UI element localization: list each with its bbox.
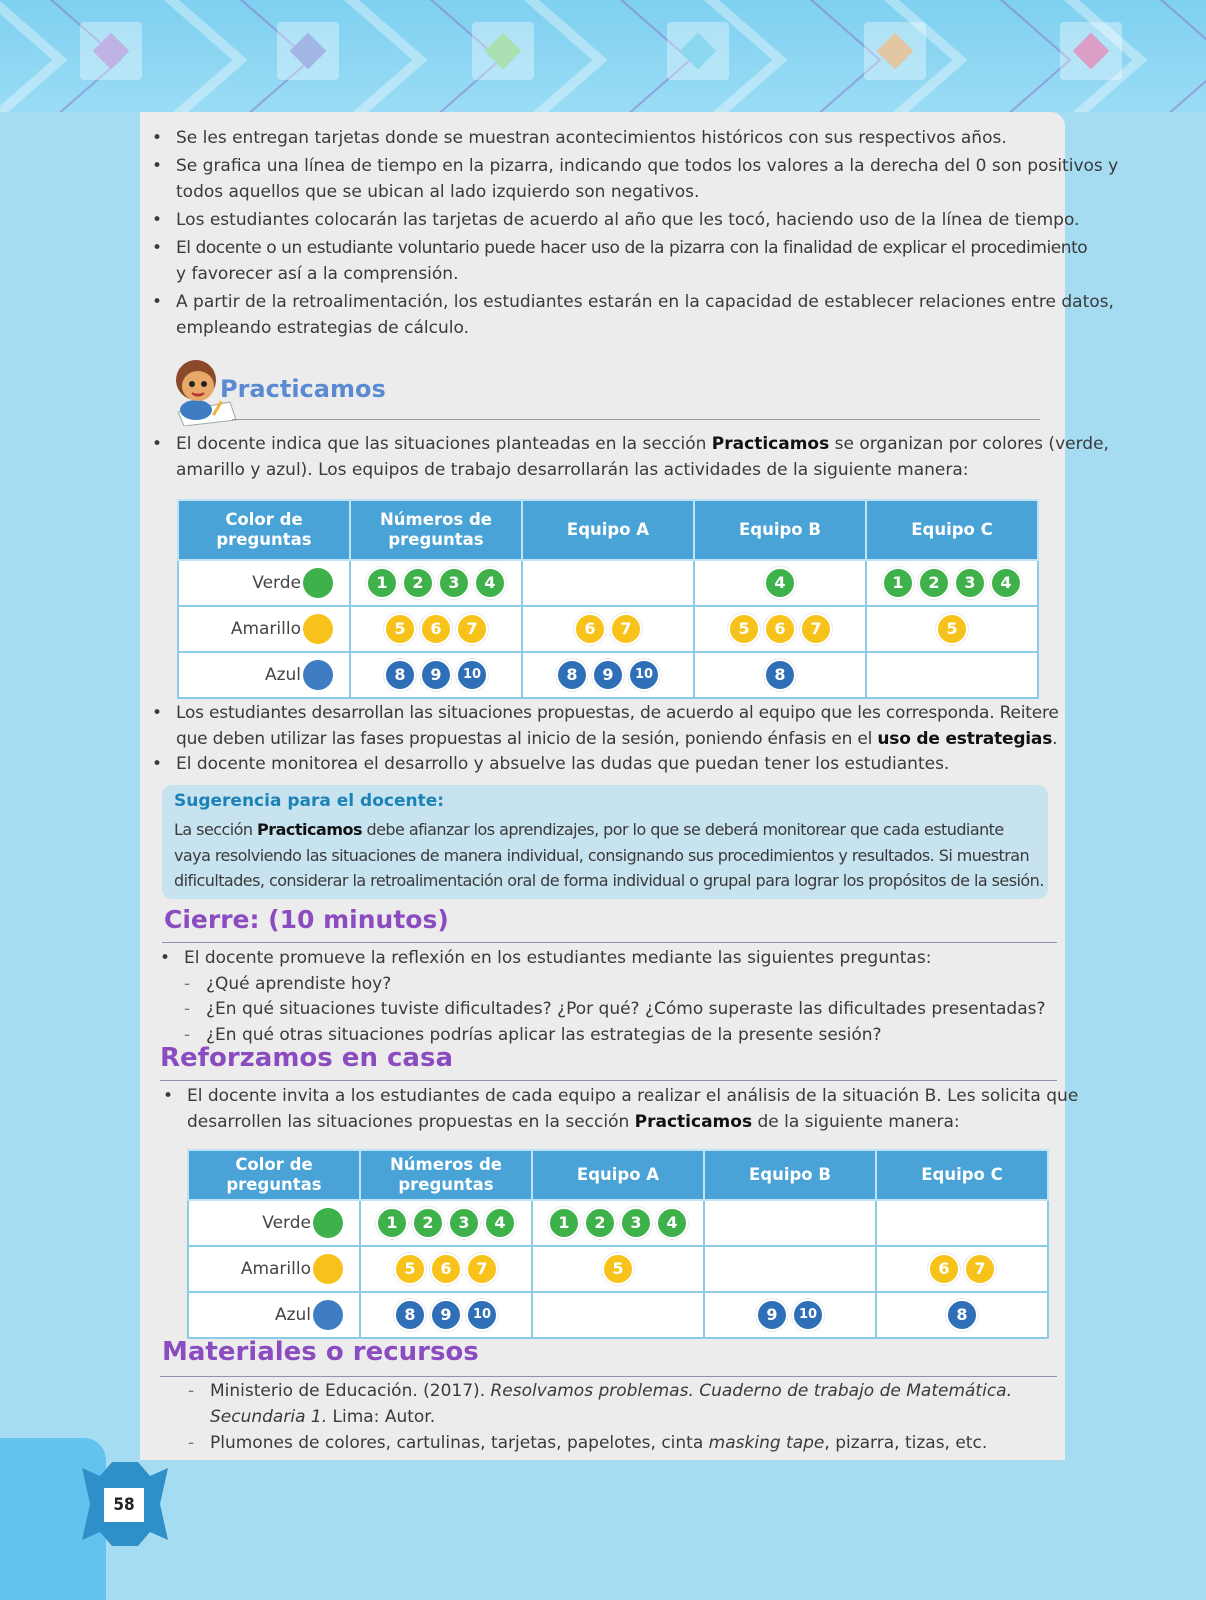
question-badge: 1 [882,567,914,599]
question-badge: 1 [548,1207,580,1239]
cell-team-c [876,1246,1048,1292]
question-badge: 6 [928,1253,960,1285]
cell-team-a [522,560,694,606]
cell-team-a [522,606,694,652]
suggestion-body: La sección Practicamos debe afianzar los aprendizajes, por lo que se deberá monitorear que cada estudiante vaya resolviendo las situaciones de manera individual, consignando sus procedimientos y resultados. Si muestran dificultades, considerar la retroalimentación oral de forma individual o grupal para lograr los propósitos de la sesión. [174,820,1044,890]
question-badge: 3 [438,567,470,599]
blue-dot [313,1300,343,1330]
header-decoration [0,0,1206,112]
row-label: Azul [274,1305,311,1325]
question-badge: 2 [918,567,950,599]
intro-bullet-1: • Se les entregan tarjetas donde se muestran acontecimientos históricos con sus respectivos años. [152,128,1007,148]
header-numbers: Números de preguntas [360,1150,532,1200]
yellow-dot [303,614,333,644]
question-badge: 6 [420,613,452,645]
reflection-question: - ¿Qué aprendiste hoy? [184,974,392,994]
material-item-1: - Ministerio de Educación. (2017). Resolvamos problemas. Cuaderno de trabajo de Matemática. Secundaria 1. Lima: Autor. [188,1381,1012,1427]
suggestion-title: Sugerencia para el docente: [174,791,445,811]
cell-all [360,1200,532,1246]
practicamos-rule [232,419,1040,420]
row-label: Verde [262,1213,311,1233]
question-badge: 10 [628,659,660,691]
materiales-rule [160,1376,1057,1377]
cell-all [360,1292,532,1338]
green-dot [313,1208,343,1238]
row-label: Amarillo [240,1259,311,1279]
cell-team-c [866,560,1038,606]
row-label: Azul [264,665,301,685]
question-badge: 6 [764,613,796,645]
teams-table-reforzamos [187,1149,1049,1339]
question-badge: 8 [384,659,416,691]
blue-dot [303,660,333,690]
question-badge: 3 [448,1207,480,1239]
reforzamos-rule [160,1080,1057,1081]
diamond-pattern [0,0,1206,112]
cierre-rule [162,942,1057,943]
question-badge: 9 [420,659,452,691]
header-team-c: Equipo C [876,1150,1048,1200]
question-badge: 5 [384,613,416,645]
reforzamos-title: Reforzamos en casa [160,1043,453,1073]
question-badge: 7 [456,613,488,645]
question-badge: 5 [936,613,968,645]
cell-team-b [704,1246,876,1292]
question-badge: 3 [620,1207,652,1239]
question-badge: 4 [484,1207,516,1239]
question-badge: 2 [402,567,434,599]
question-badge: 7 [964,1253,996,1285]
question-badge: 7 [800,613,832,645]
color-cell-green [178,560,350,606]
question-badge: 3 [954,567,986,599]
question-badge: 10 [792,1299,824,1331]
intro-bullet-5: • A partir de la retroalimentación, los estudiantes estarán en la capacidad de establecer relaciones entre datos, empleando estrategias de cálculo. [152,292,1114,338]
question-badge: 2 [412,1207,444,1239]
question-badge: 5 [394,1253,426,1285]
intro-bullet-2: • Se grafica una línea de tiempo en la pizarra, indicando que todos los valores a la derecha del 0 son positivos y todos aquellos que se ubican al lado izquierdo son negativos. [152,156,1119,202]
question-badge: 10 [466,1299,498,1331]
cell-team-a [532,1200,704,1246]
cell-team-b [704,1200,876,1246]
intro-bullet-3: • Los estudiantes colocarán las tarjetas de acuerdo al año que les tocó, haciendo uso de la línea de tiempo. [152,210,1080,230]
teams-table-practicamos [177,499,1039,699]
reforzamos-bullet: • El docente invita a los estudiantes de cada equipo a realizar el análisis de la situación B. Les solicita que desarrollen las situaciones propuestas en la sección Practicamos de la siguiente manera: [163,1086,1079,1132]
question-badge: 8 [946,1299,978,1331]
question-badge: 5 [728,613,760,645]
cell-team-c [876,1292,1048,1338]
cell-team-b [704,1292,876,1338]
row-label: Amarillo [230,619,301,639]
color-cell-green [188,1200,360,1246]
question-badge: 6 [430,1253,462,1285]
header-color: Color de preguntas [188,1150,360,1200]
header-team-a: Equipo A [522,500,694,560]
question-badge: 4 [764,567,796,599]
materiales-title: Materiales o recursos [162,1337,479,1367]
question-badge: 10 [456,659,488,691]
question-badge: 9 [430,1299,462,1331]
intro-bullet-4: • El docente o un estudiante voluntario puede hacer uso de la pizarra con la finalidad de explicar el procedimiento y favorecer así a la comprensión. [152,238,1088,284]
question-badge: 9 [592,659,624,691]
table-row [188,1292,1048,1338]
practicamos-bullet: • El docente indica que las situaciones planteadas en la sección Practicamos se organizan por colores (verde, amarillo y azul). Los equipos de trabajo desarrollarán las actividades de la siguiente manera: [152,434,1109,480]
question-badge: 7 [466,1253,498,1285]
cell-team-a [532,1292,704,1338]
table-row [178,560,1038,606]
reflection-question: - ¿En qué situaciones tuviste dificultades? ¿Por qué? ¿Cómo superaste las dificultades presentadas? [184,999,1046,1019]
cell-team-c [876,1200,1048,1246]
cell-team-c [866,652,1038,698]
question-badge: 8 [556,659,588,691]
question-badge: 9 [756,1299,788,1331]
cierre-bullet: • El docente promueve la reflexión en los estudiantes mediante las siguientes preguntas: [160,948,932,968]
question-badge: 2 [584,1207,616,1239]
cell-all [350,560,522,606]
table-row [188,1246,1048,1292]
question-badge: 1 [376,1207,408,1239]
question-badge: 6 [574,613,606,645]
cell-team-a [522,652,694,698]
question-badge: 7 [610,613,642,645]
question-badge: 4 [990,567,1022,599]
reflection-question: - ¿En qué otras situaciones podrías aplicar las estrategias de la presente sesión? [184,1025,882,1045]
table-header-row [188,1150,1048,1200]
question-badge: 8 [764,659,796,691]
header-team-b: Equipo B [694,500,866,560]
cell-team-c [866,606,1038,652]
table-row [178,652,1038,698]
teacher-suggestion-box [162,785,1048,899]
color-cell-yellow [188,1246,360,1292]
question-badge: 4 [474,567,506,599]
header-color: Color de preguntas [178,500,350,560]
cierre-title: Cierre: (10 minutos) [164,905,449,934]
cell-all [360,1246,532,1292]
cell-team-b [694,652,866,698]
row-label: Verde [252,573,301,593]
header-team-b: Equipo B [704,1150,876,1200]
question-badge: 4 [656,1207,688,1239]
after-table-bullet-2: • El docente monitorea el desarrollo y absuelve las dudas que puedan tener los estudiantes. [152,754,950,774]
cell-all [350,606,522,652]
yellow-dot [313,1254,343,1284]
table-row [188,1200,1048,1246]
color-cell-blue [188,1292,360,1338]
after-table-bullet-1: • Los estudiantes desarrollan las situaciones propuestas, de acuerdo al equipo que les corresponda. Reitere que deben utilizar las fases propuestas al inicio de la sesión, poniendo énfasis en el uso de estrategias. [152,703,1059,749]
header-numbers: Números de preguntas [350,500,522,560]
cell-team-b [694,606,866,652]
cell-team-b [694,560,866,606]
table-header-row [178,500,1038,560]
cell-all [350,652,522,698]
material-item-2: - Plumones de colores, cartulinas, tarjetas, papelotes, cinta masking tape, pizarra, tizas, etc. [188,1433,988,1453]
question-badge: 5 [602,1253,634,1285]
header-team-a: Equipo A [532,1150,704,1200]
table-row [178,606,1038,652]
green-dot [303,568,333,598]
color-cell-yellow [178,606,350,652]
question-badge: 8 [394,1299,426,1331]
color-cell-blue [178,652,350,698]
cell-team-a [532,1246,704,1292]
practicamos-title: Practicamos [220,375,386,403]
question-badge: 1 [366,567,398,599]
page-number: 58 [104,1488,144,1522]
header-team-c: Equipo C [866,500,1038,560]
